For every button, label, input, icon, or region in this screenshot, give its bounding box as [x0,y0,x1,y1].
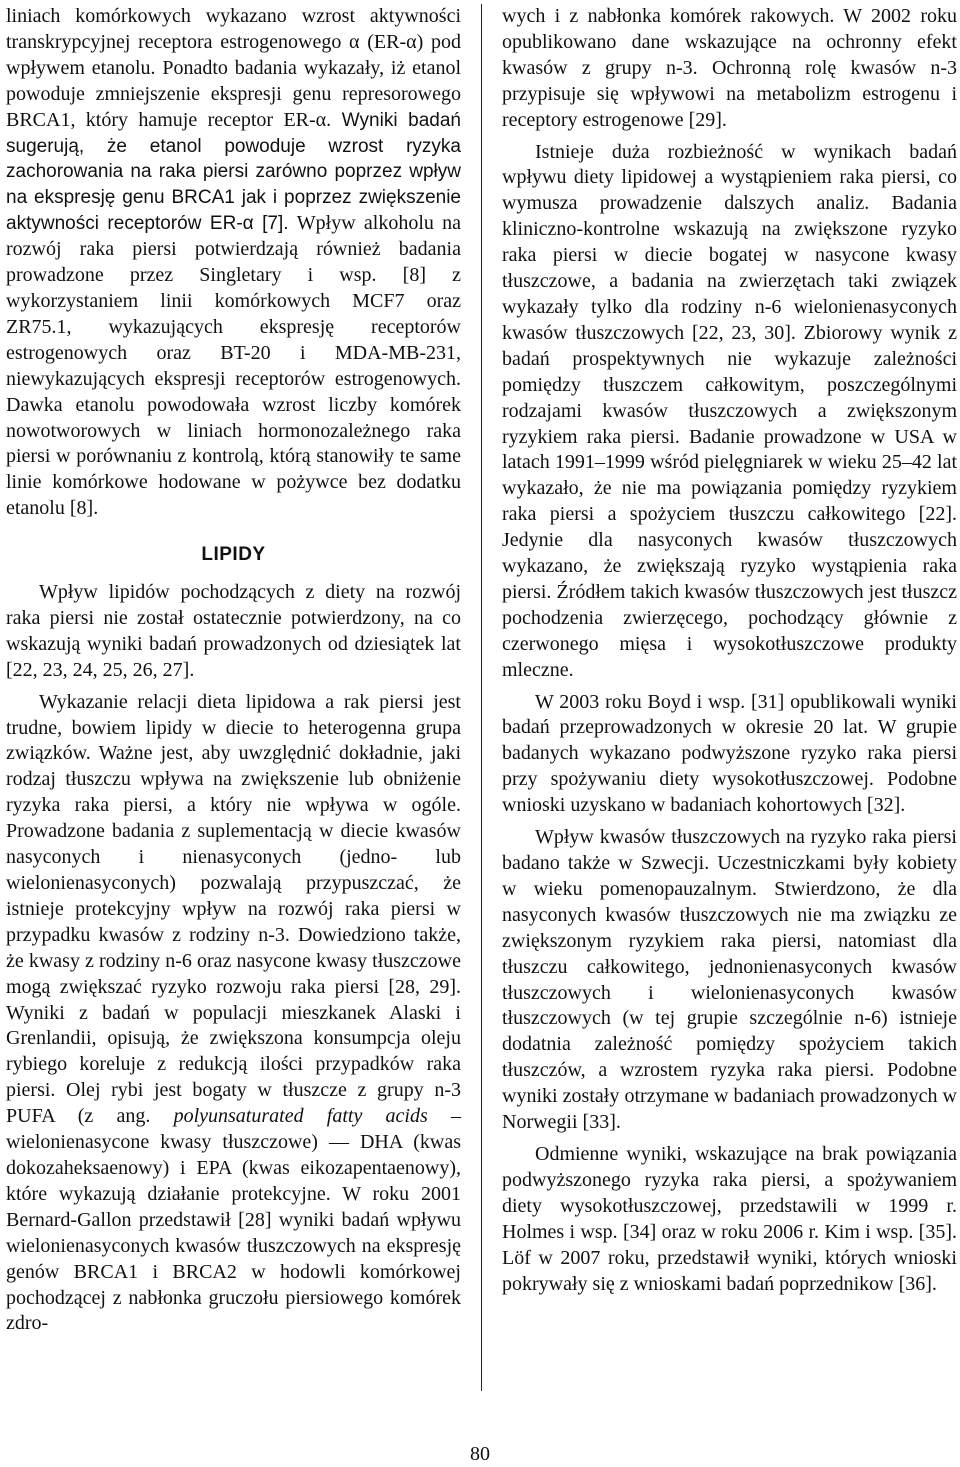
column-divider [481,4,482,1391]
right-paragraph-3: W 2003 roku Boyd i wsp. [31] opublikowali wyniki badań przeprowadzonych w okresie 20 lat. W grupie badanych wykazano podwyższone ryzyko raka piersi przy spożywaniu diety wysokotłuszczowej. Podobne wnioski uzyskano w badaniach kohortowych [32]. [502,690,957,817]
left-paragraph-1-part-b: Wyniki badań sugerują, że etanol powoduje wzrost ryzyka zachorowania na raka piersi zarówno poprzez wpływ na ekspresję genu BRCA1 jak i poprzez zwiększenie aktywności receptorów ER-α [7]. [6,109,462,235]
left-paragraph-3-italic-term: polyunsaturated fatty acids [173,1105,428,1128]
right-paragraph-2: Istnieje duża rozbieżność w wynikach badań wpływu diety lipidowej a wystąpieniem raka piersi, co wymusza prowadzenie dalszych analiz. Badania kliniczno-kontrolne wskazują na zwiększone ryzyko raka piersi w diecie bogatej w nasycone kwasy tłuszczowe, a badania na zwierzętach taki związek wykazały tylko dla rodziny n-6 wielonienasyconych kwasów tłuszczowych [22, 23, 30]. Zbiorowy wynik z badań prospektywnych nie wykazuje zależności pomiędzy tłuszczem całkowitym, poszczególnymi rodzajami kwasów tłuszczowych a zwiększonym ryzykiem raka piersi. Badanie prowadzone w USA w latach 1991–1999 wśród pielęgniarek w wieku 25–42 lat wykazało, że nie ma powiązania pomiędzy ryzykiem raka piersi a spożyciem tłuszczu całkowitego [22]. Jedynie dla nasyconych kwasów tłuszczowych wykazano, że zwiększają ryzyko wystąpienia raka piersi. Źródłem takich kwasów tłuszczowych jest tłuszcz pochodzenia zwierzęcego, pochodzący głównie z czerwonego mięsa i wysokotłuszczowe produkty mleczne. [502,140,957,681]
left-paragraph-3-part-b: – wielonienasycone kwasy tłuszczowe) — DHA (kwas dokozaheksaenowy) i EPA (kwas eikozapentaenowy), które wykazują działanie protekcyjne. W roku 2001 Bernard-Gallon przedstawił [28] wyniki badań wpływu wielonienasyconych kwasów tłuszczowych na ekspresję genów BRCA1 i BRCA2 w hodowli komórkowej pochodzącej z nabłonka gruczołu piersiowego komórek zdro- [6,1105,461,1335]
left-paragraph-2: Wpływ lipidów pochodzących z diety na rozwój raka piersi nie został ostatecznie potwierdzony, na co wskazują wyniki badań prowadzonych od dziesiątek lat [22, 23, 24, 25, 26, 27]. [6,581,461,681]
page-number: 80 [470,1443,490,1465]
left-paragraph-3-part-a: Wykazanie relacji dieta lipidowa a rak piersi jest trudne, bowiem lipidy w diecie to heterogenna grupa związków. Ważne jest, aby uwzględnić dokładnie, jaki rodzaj tłuszczu wpływa na zwiększenie lub obniżenie ryzyka raka piersi, a który nie wpływa w ogóle. Prowadzone badania z suplementacją w diecie kwasów nasyconych i nienasyconych (jedno- lub wielonienasyconych) pozwalają przypuszczać, że istnieje protekcyjny wpływ na rozwój raka piersi w przypadku kwasów z rodziny n-3. Dowiedziono także, że kwasy z rodziny n-6 oraz nasycone kwasy tłuszczowe mogą zwiększać ryzyko rozwoju raka piersi [28, 29]. Wyniki z badań w populacji mieszkanek Alaski i Grenlandii, opisują, że zwiększona konsumpcja oleju rybiego koreluje z redukcją ilości przypadków raka piersi. Olej rybi jest bogaty w tłuszcze z grupy n-3 PUFA (z ang. [6,690,461,1128]
left-paragraph-1-part-c: Wpływ alkoholu na rozwój raka piersi potwierdzają również badania prowadzone przez Singletary i wsp. [8] z wykorzystaniem linii komórkowych MCF7 oraz ZR75.1, wykazujących ekspresję receptorów estrogenowych oraz BT-20 i MDA-MB-231, niewykazujących ekspresji receptorów estrogenowych. Dawka etanolu powodowała wzrost liczby komórek nowotworowych w liniach hormonozależnego raka piersi w porównaniu z kontrolą, którą stanowiły te same linie komórkowe hodowane w pożywce bez dodatku etanolu [8]. [6,212,462,520]
left-paragraph-1 [6,4,461,522]
right-paragraph-1: wych i z nabłonka komórek rakowych. W 2002 roku opublikowano dane wskazujące na ochronny efekt kwasów z grupy n-3. Ochronną rolę kwasów n-3 przypisuje się wpływowi na metabolizm estrogenu i receptory estrogenowe [29]. [502,5,957,131]
right-paragraph-5: Odmienne wyniki, wskazujące na brak powiązania podwyższonego ryzyka raka piersi, a spożywaniem diety wysokotłuszczowej, przedstawili w 1999 r. Holmes i wsp. [34] oraz w roku 2006 r. Kim i wsp. [35]. Löf w 2007 roku, przedstawił wyniki, których wnioski pokrywały się z wnioskami badań poprzednikow [36]. [502,1142,957,1295]
section-heading-lipidy: LIPIDY [201,544,266,566]
left-column [6,4,461,1337]
right-column [502,4,957,1297]
left-paragraph-1-part-a: liniach komórkowych wykazano wzrost aktywności transkrypcyjnej receptora estrogenowego α (ER-α) pod wpływem etanolu. Ponadto badania wykazały, iż etanol powoduje zmniejszenie ekspresji genu represorowego BRCA1, który hamuje receptor ER-α. [6,5,461,131]
left-paragraph-3 [6,690,461,1338]
right-paragraph-4: Wpływ kwasów tłuszczowych na ryzyko raka piersi badano także w Szwecji. Uczestniczkami były kobiety w wieku pomenopauzalnym. Stwierdzono, że dla nasyconych kwasów tłuszczowych nie ma związku ze zwiększonym ryzykiem raka piersi, natomiast dla tłuszczu całkowitego, jednonienasyconych kwasów tłuszczowych i wielonienasyconych kwasów tłuszczowych (w tej grupie szczególnie n-6) istnieje dodatnia zależność pomiędzy spożyciem takich tłuszczów, a wzrostem ryzyka raka piersi. Podobne wyniki zostały otrzymane w badaniach prowadzonych w Norwegii [33]. [502,826,957,1134]
